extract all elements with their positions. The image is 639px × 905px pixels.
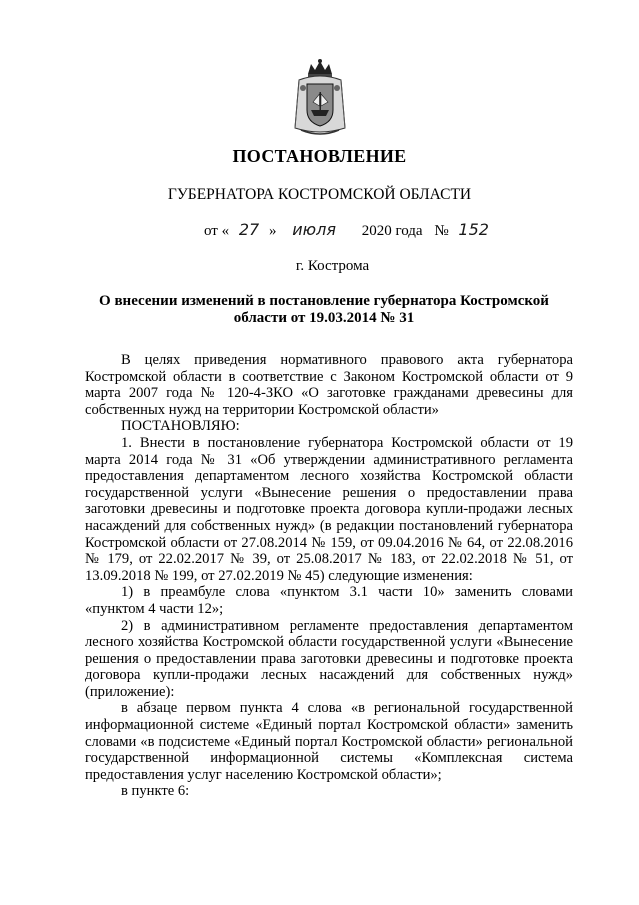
date-prefix: от « — [204, 223, 230, 239]
date-number-line — [204, 220, 534, 244]
paragraph-preamble: В целях приведения нормативного правового акта губернатора Костромской области в соответствие с Законом Костромской области от 9 марта 2007 года № 120-4-ЗКО «О заготовке гражданами древесины для собственных нужд на территории Костромской области» — [85, 352, 573, 418]
paragraph-clause-6: в пункте 6: — [121, 783, 190, 800]
paragraph-subitem-2: 2) в административном регламенте предоставления департаментом лесного хозяйства Костромской области государственной услуги «Вынесение решения о предоставлении права заготовки древесины и подготовке проекта договора купли-продажи лесных насаждений для собственных нужд» (приложение): — [85, 617, 573, 700]
document-subject: О внесении изменений в постановление губернатора Костромской области от 19.03.2014 № 31 — [99, 293, 549, 326]
issuer-subtitle: ГУБЕРНАТОРА КОСТРОМСКОЙ ОБЛАСТИ — [167, 186, 472, 203]
document-number-handwritten: 152 — [458, 220, 489, 239]
date-close-quote: » — [268, 223, 277, 239]
paragraph-clause-4: в абзаце первом пункта 4 слова «в региональной государственной информационной системе «Единый портал Костромской области» заменить словами «в подсистеме «Единый портал Костромской области» региональной государственной информационной системы «Комплексная система предоставления услуг населению Костромской области»; — [85, 700, 573, 783]
date-day-handwritten: 27 — [238, 220, 260, 239]
paragraph-decree: ПОСТАНОВЛЯЮ: — [121, 418, 240, 435]
paragraph-subitem-1: 1) в преамбуле слова «пунктом 3.1 части 10» заменить словами «пунктом 4 части 12»; — [85, 584, 573, 617]
date-month-handwritten: июля — [292, 220, 336, 239]
document-title: ПОСТАНОВЛЕНИЕ — [232, 146, 407, 166]
coat-of-arms-emblem — [291, 58, 349, 136]
paragraph-item-1: 1. Внести в постановление губернатора Костромской области от 19 марта 2014 года № 31 «Об утверждении административного регламента предоставления департаментом лесного хозяйства Костромской области государственной услуги «Вынесение решения о предоставлении права заготовки древесины и подготовке проекта договора купли-продажи лесных насаждений для собственных нужд» (в редакции постановлений губернатора Костромской области от 27.08.2014 № 159, от 09.04.2016 № 64, от 22.08.2016 № 179, от 22.02.2017 № 39, от 25.08.2017 № 183, от 22.02.2018 № 51, от 13.09.2018 № 199, от 27.02.2019 № 45) следующие изменения: — [85, 434, 573, 584]
document-body — [85, 352, 573, 800]
date-year: 2020 года — [361, 223, 423, 239]
city-line: г. Кострома — [295, 258, 370, 274]
number-sign: № — [434, 223, 449, 239]
